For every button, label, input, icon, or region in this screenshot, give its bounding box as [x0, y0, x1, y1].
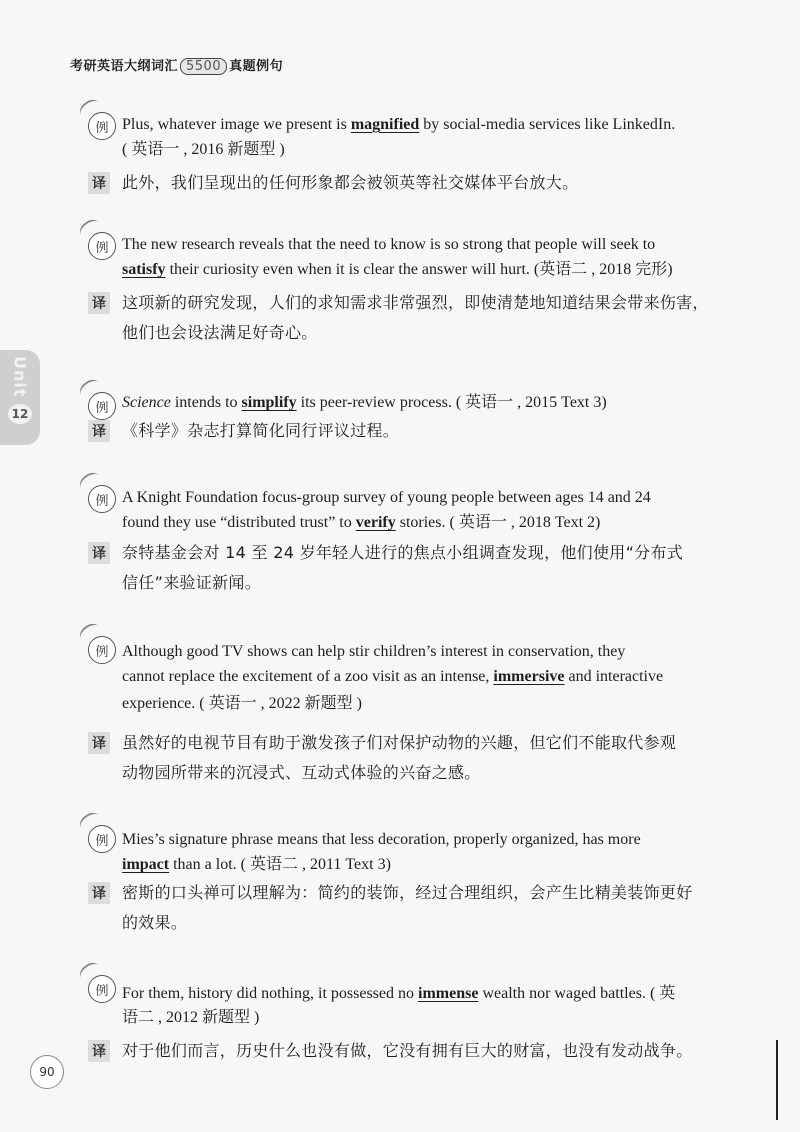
translation-line: 对于他们而言，历史什么也没有做，它没有拥有巨大的财富，也没有发动战争。 — [122, 1041, 693, 1060]
margin-rule — [776, 1040, 778, 1120]
example-icon: 例 — [88, 975, 116, 1003]
header-subtitle: 真题例句 — [229, 59, 284, 74]
sentence-text: intends to — [170, 394, 242, 411]
sentence-text: its peer-review process. ( 英语一 , 2015 Text 3) — [296, 394, 607, 411]
example-sentence-line — [122, 511, 600, 535]
sentence-text: Science — [122, 394, 171, 411]
translation-line: 密斯的口头禅可以理解为：简约的装饰，经过合理组织，会产生比精美装饰更好 — [122, 883, 693, 902]
example-sentence-line — [122, 486, 651, 510]
example-icon: 例 — [88, 485, 116, 513]
translation-line: 奈特基金会对 14 至 24 岁年轻人进行的焦点小组调查发现，他们使用“分布式 — [122, 543, 684, 562]
example-icon: 例 — [88, 392, 116, 420]
sentence-text: Mies’s signature phrase means that less decoration, properly organized, has more — [122, 831, 641, 848]
example-sentence-line — [122, 113, 675, 137]
example-sentence-line — [122, 258, 673, 282]
example-icon: 例 — [88, 232, 116, 260]
example-sentence-line — [122, 828, 641, 852]
sentence-text: ( 英语一 , 2016 新题型 ) — [122, 141, 285, 158]
example-icon: 例 — [88, 825, 116, 853]
sentence-text: For them, history did nothing, it possessed no — [122, 985, 418, 1002]
translation-icon: 译 — [88, 882, 110, 904]
translation-icon: 译 — [88, 172, 110, 194]
unit-number: 12 — [8, 404, 32, 424]
sentence-text: wealth nor waged battles. ( 英 — [478, 985, 676, 1002]
sentence-text: by social-media services like LinkedIn. — [419, 116, 676, 133]
sentence-text: cannot replace the excitement of a zoo visit as an intense, — [122, 668, 494, 685]
translation-line: 此外，我们呈现出的任何形象都会被领英等社交媒体平台放大。 — [122, 173, 579, 192]
translation-line: 动物园所带来的沉浸式、互动式体验的兴奋之感。 — [122, 763, 481, 782]
example-sentence-line — [122, 1006, 259, 1030]
header-badge: 5500 — [180, 58, 227, 75]
example-sentence-line — [122, 233, 655, 257]
page-number: 90 — [30, 1055, 64, 1089]
example-sentence-line — [122, 665, 663, 689]
page-header — [70, 55, 283, 75]
example-sentence-line — [122, 138, 285, 162]
translation-icon: 译 — [88, 542, 110, 564]
example-sentence-line — [122, 391, 607, 415]
example-icon: 例 — [88, 636, 116, 664]
example-sentence-line — [122, 853, 391, 877]
keyword: immersive — [493, 668, 565, 685]
translation-line: 信任”来验证新闻。 — [122, 573, 261, 592]
keyword: impact — [122, 856, 170, 873]
sentence-text: found they use “distributed trust” to — [122, 514, 356, 531]
translation-line: 的效果。 — [122, 913, 188, 932]
sentence-text: and interactive — [564, 668, 664, 685]
translation-icon: 译 — [88, 1040, 110, 1062]
sentence-text: A Knight Foundation focus-group survey of young people between ages 14 and 24 — [122, 489, 651, 506]
sentence-text: The new research reveals that the need to know is so strong that people will seek to — [122, 236, 656, 253]
example-sentence-line — [122, 692, 362, 716]
translation-icon: 译 — [88, 732, 110, 754]
keyword: simplify — [241, 394, 297, 411]
translation-icon: 译 — [88, 292, 110, 314]
keyword: verify — [355, 514, 396, 531]
sentence-text: their curiosity even when it is clear the answer will hurt. (英语二 , 2018 完形) — [165, 261, 673, 278]
example-sentence-line — [122, 640, 625, 664]
keyword: satisfy — [122, 261, 166, 278]
example-icon: 例 — [88, 112, 116, 140]
header-title: 考研英语大纲词汇 — [70, 59, 179, 74]
translation-line: 虽然好的电视节目有助于激发孩子们对保护动物的兴趣，但它们不能取代参观 — [122, 733, 677, 752]
unit-label: Unit — [10, 356, 30, 398]
sentence-text: Plus, whatever image we present is — [122, 116, 351, 133]
sentence-text: stories. ( 英语一 , 2018 Text 2) — [395, 514, 601, 531]
sentence-text: Although good TV shows can help stir children’s interest in conservation, they — [122, 643, 626, 660]
keyword: magnified — [350, 116, 420, 133]
sentence-text: experience. ( 英语一 , 2022 新题型 ) — [122, 695, 362, 712]
translation-line: 《科学》杂志打算简化同行评议过程。 — [122, 421, 400, 440]
keyword: immense — [418, 985, 479, 1002]
translation-icon: 译 — [88, 420, 110, 442]
sentence-text: than a lot. ( 英语二 , 2011 Text 3) — [169, 856, 391, 873]
sentence-text: 语二 , 2012 新题型 ) — [122, 1009, 260, 1026]
example-sentence-line — [122, 982, 675, 1006]
translation-line: 他们也会设法满足好奇心。 — [122, 323, 318, 342]
unit-tab — [0, 350, 40, 445]
translation-line: 这项新的研究发现，人们的求知需求非常强烈，即使清楚地知道结果会带来伤害， — [122, 293, 709, 312]
